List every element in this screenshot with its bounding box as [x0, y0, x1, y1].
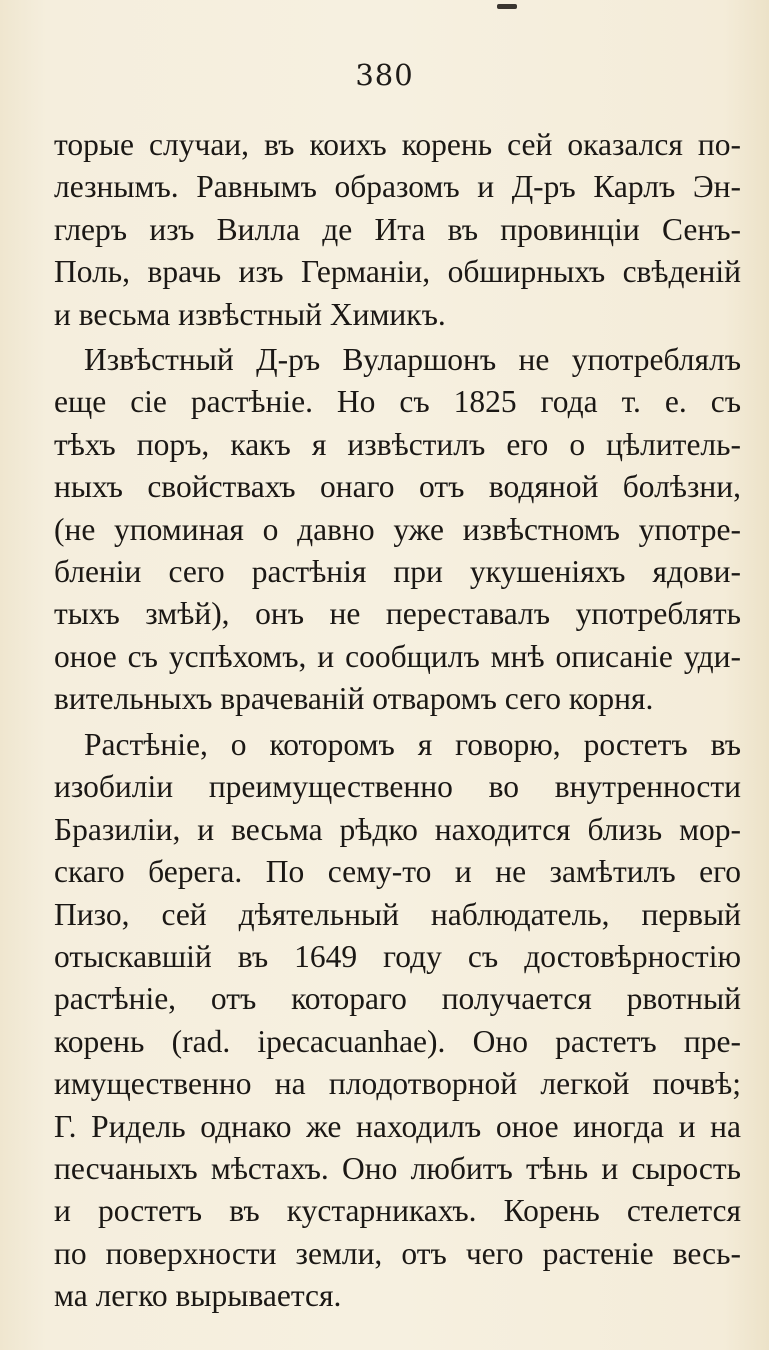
- text-line: (не упоминая о давно уже извѣстномъ употре-: [54, 511, 741, 547]
- text-line: скаго берега. По сему-то и не замѣтилъ его: [54, 854, 741, 890]
- paragraph-2: [54, 339, 741, 721]
- paragraph-1: [54, 124, 741, 336]
- text-line: Бразиліи, и весьма рѣдко находится близь мор-: [54, 811, 741, 847]
- text-line: тыхъ змѣй), онъ не переставалъ употреблять: [54, 596, 741, 632]
- text-line: Пизо, сей дѣятельный наблюдатель, первый: [54, 896, 741, 932]
- text-line: песчаныхъ мѣстахъ. Оно любитъ тѣнь и сырость: [54, 1150, 741, 1186]
- text-line: оное съ успѣхомъ, и сообщилъ мнѣ описаніе уди-: [54, 638, 741, 674]
- paragraph-3: [54, 724, 741, 1317]
- text-line: Г. Ридель однако же находилъ оное иногда и на: [54, 1108, 741, 1144]
- text-line: лезнымъ. Равнымъ образомъ и Д-ръ Карлъ Эн-: [54, 169, 741, 205]
- text-line: Извѣстный Д-ръ Вуларшонъ не употреблялъ: [84, 342, 741, 377]
- ink-mark: [497, 4, 517, 9]
- text-line: бленіи сего растѣнія при укушеніяхъ ядови-: [54, 553, 741, 589]
- text-line: имущественно на плодотворной легкой почвѣ;: [54, 1066, 741, 1102]
- text-line: ма легко вырывается.: [54, 1278, 342, 1314]
- text-line: глеръ изъ Вилла де Ита въ провинціи Сенъ-: [54, 211, 741, 247]
- text-line: и ростетъ въ кустарникахъ. Корень стелется: [54, 1193, 741, 1229]
- text-line: отыскавшій въ 1649 году съ достовѣрностію: [54, 938, 741, 974]
- text-line: торые случаи, въ коихъ корень сей оказался по-: [54, 127, 741, 162]
- text-line: Поль, врачь изъ Германіи, обширныхъ свѣденій: [54, 254, 741, 290]
- text-line: Растѣніе, о которомъ я говорю, ростетъ въ: [84, 727, 741, 762]
- text-line: растѣніе, отъ котораго получается рвотный: [54, 981, 741, 1017]
- text-line: корень (rad. ipecacuanhae). Оно растетъ пре-: [54, 1023, 741, 1059]
- text-line: и весьма извѣстный Химикъ.: [54, 296, 446, 332]
- text-line: еще сіе растѣніе. Но съ 1825 года т. е. съ: [54, 384, 741, 420]
- text-line: по поверхности земли, отъ чего растеніе весь-: [54, 1235, 741, 1271]
- text-line: тѣхъ поръ, какъ я извѣстилъ его о цѣлитель-: [54, 426, 741, 462]
- text-line: изобиліи преимущественно во внутренности: [54, 769, 741, 805]
- text-line: вительныхъ врачеваній отваромъ сего корня.: [54, 681, 654, 717]
- page-number: 380: [355, 58, 414, 92]
- text-line: ныхъ свойствахъ онаго отъ водяной болѣзни,: [54, 469, 741, 505]
